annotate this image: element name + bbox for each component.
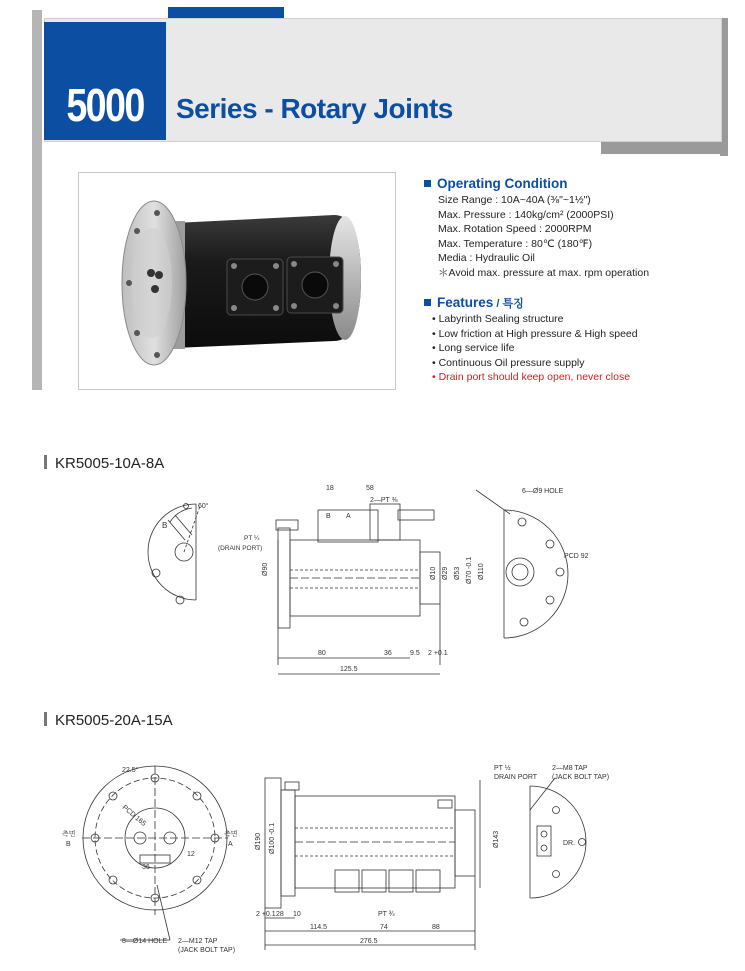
features-list [432, 312, 638, 385]
spec-line: Size Range : 10A~40A (⅜"~1½") [438, 194, 591, 206]
model2-technical-drawing [60, 750, 740, 965]
warning-item: • Drain port should keep open, never close [432, 371, 631, 383]
operating-condition-section [424, 175, 649, 280]
model1-left-view [148, 504, 200, 605]
model1-dim-18: 18 [326, 485, 334, 492]
model2-dim-276-5: 276.5 [360, 938, 378, 945]
model2-dim-36: 36 [142, 864, 150, 871]
model1-right-view [476, 490, 568, 638]
model2-dim-88: 88 [432, 924, 440, 931]
model2-dim-12: 12 [187, 851, 195, 858]
model1-dia-70: Ø70 -0.1 [466, 556, 473, 584]
model1-dia-110: Ø110 [478, 563, 485, 580]
model1-drain-port-label: (DRAIN PORT) [218, 545, 263, 552]
model2-dim-114-5: 114.5 [310, 924, 327, 931]
model2-name: KR5005-20A-15A [55, 712, 173, 729]
model1-hole-label: 6—Ø9 HOLE [522, 488, 564, 495]
spec-line: Media : Hydraulic Oil [438, 252, 535, 264]
model2-drain-port-label: DRAIN PORT [494, 774, 538, 781]
header-blue-strip [168, 7, 284, 18]
model1-angle-label: 60° [198, 503, 209, 510]
features-title-korean: 특징 [502, 298, 524, 310]
operating-condition-heading [424, 175, 649, 193]
model2-right-view [530, 778, 586, 898]
model1-pcd-label: PCD 92 [564, 553, 589, 560]
model1-heading [44, 455, 164, 472]
model1-a-label: A [346, 513, 351, 520]
model1-drain-label: PT ¼ [244, 535, 260, 542]
heading-bar-icon [44, 455, 47, 469]
model2-dim-2: 2 +0.1 [256, 911, 276, 918]
model1-dia-90: Ø90 [262, 562, 269, 576]
header-shadow-bottom [601, 140, 728, 154]
model2-angle-label: 22.5° [122, 767, 139, 774]
spec-line: ＊Avoid max. pressure at max. rpm operation [438, 266, 650, 279]
model1-dia-10: Ø10 [430, 566, 437, 580]
model1-dim-36: 36 [384, 650, 392, 657]
model2-side-a-ko: 측면 [224, 831, 238, 838]
model1-pt-top-label: 2—PT ⅜ [370, 497, 398, 504]
list-item: • Long service life [432, 342, 515, 354]
model1-dia-53: Ø53 [454, 566, 461, 580]
model1-technical-drawing [140, 480, 740, 680]
model2-dia-190: Ø190 [255, 832, 262, 850]
model2-dim-28: 28 [276, 911, 284, 918]
list-item: • Low friction at High pressure & High speed [432, 327, 638, 340]
product-photo [78, 172, 396, 390]
spec-line: Max. Temperature : 80℃ (180℉) [438, 237, 593, 250]
model2-dim-74: 74 [380, 924, 388, 931]
model2-pcd-label: PCD 165 [120, 804, 147, 828]
model2-dia-100: Ø100 -0.1 [269, 822, 276, 854]
model2-main-body [265, 778, 480, 950]
model2-dim-10: 10 [293, 911, 301, 918]
spec-line: Max. Rotation Speed : 2000RPM [438, 223, 592, 235]
model2-side-a-label: A [228, 841, 233, 848]
heading-bar-icon [44, 712, 47, 726]
square-bullet-icon [424, 180, 431, 187]
model2-dr-label: DR. [563, 840, 576, 847]
model2-left-view [82, 766, 228, 940]
left-accent-bar [32, 10, 42, 390]
model1-main-body [276, 504, 440, 665]
model1-left-b-label: B [162, 521, 168, 530]
rotary-joint-illustration [79, 173, 395, 389]
features-section [424, 294, 638, 385]
model1-dia-29: Ø29 [442, 566, 449, 580]
model1-name: KR5005-10A-8A [55, 455, 165, 472]
model2-side-b-ko: 측면 [62, 831, 76, 838]
model1-b-label: B [326, 513, 331, 520]
model1-dim-9-5: 9.5 [410, 650, 420, 657]
model2-tap2-label: 2—M8 TAP [552, 765, 588, 772]
list-item: • Continuous Oil pressure supply [432, 356, 585, 369]
model2-pt-label: PT ¾ [378, 911, 395, 918]
series-number: 5000 [66, 79, 144, 131]
list-item: • Labyrinth Sealing structure [432, 313, 564, 325]
model2-tap1-label: 2—M12 TAP [178, 938, 218, 945]
model2-hole-label: 8—Ø14 HOLE [122, 938, 168, 945]
model1-dim-58: 58 [366, 485, 374, 492]
features-heading: Features / 특징 [424, 294, 638, 312]
features-title: Features [437, 295, 494, 310]
page-title: Series - Rotary Joints [176, 93, 453, 124]
operating-condition-list [438, 193, 649, 280]
model1-dim-125-5: 125.5 [340, 666, 358, 673]
model2-side-b-label: B [66, 841, 71, 848]
operating-condition-title: Operating Condition [437, 176, 568, 191]
model2-drain-label: PT ½ [494, 765, 511, 772]
spec-line: Max. Pressure : 140kg/cm² (2000PSI) [438, 208, 614, 221]
model2-heading [44, 712, 173, 729]
model1-dim-2: 2 +0.1 [428, 650, 448, 657]
model2-tap1-sub-label: (JACK BOLT TAP) [178, 947, 236, 954]
model1-dim-80: 80 [318, 650, 326, 657]
square-bullet-icon [424, 299, 431, 306]
model2-tap2-sub-label: (JACK BOLT TAP) [552, 774, 610, 781]
model2-dia-143: Ø143 [493, 830, 500, 848]
